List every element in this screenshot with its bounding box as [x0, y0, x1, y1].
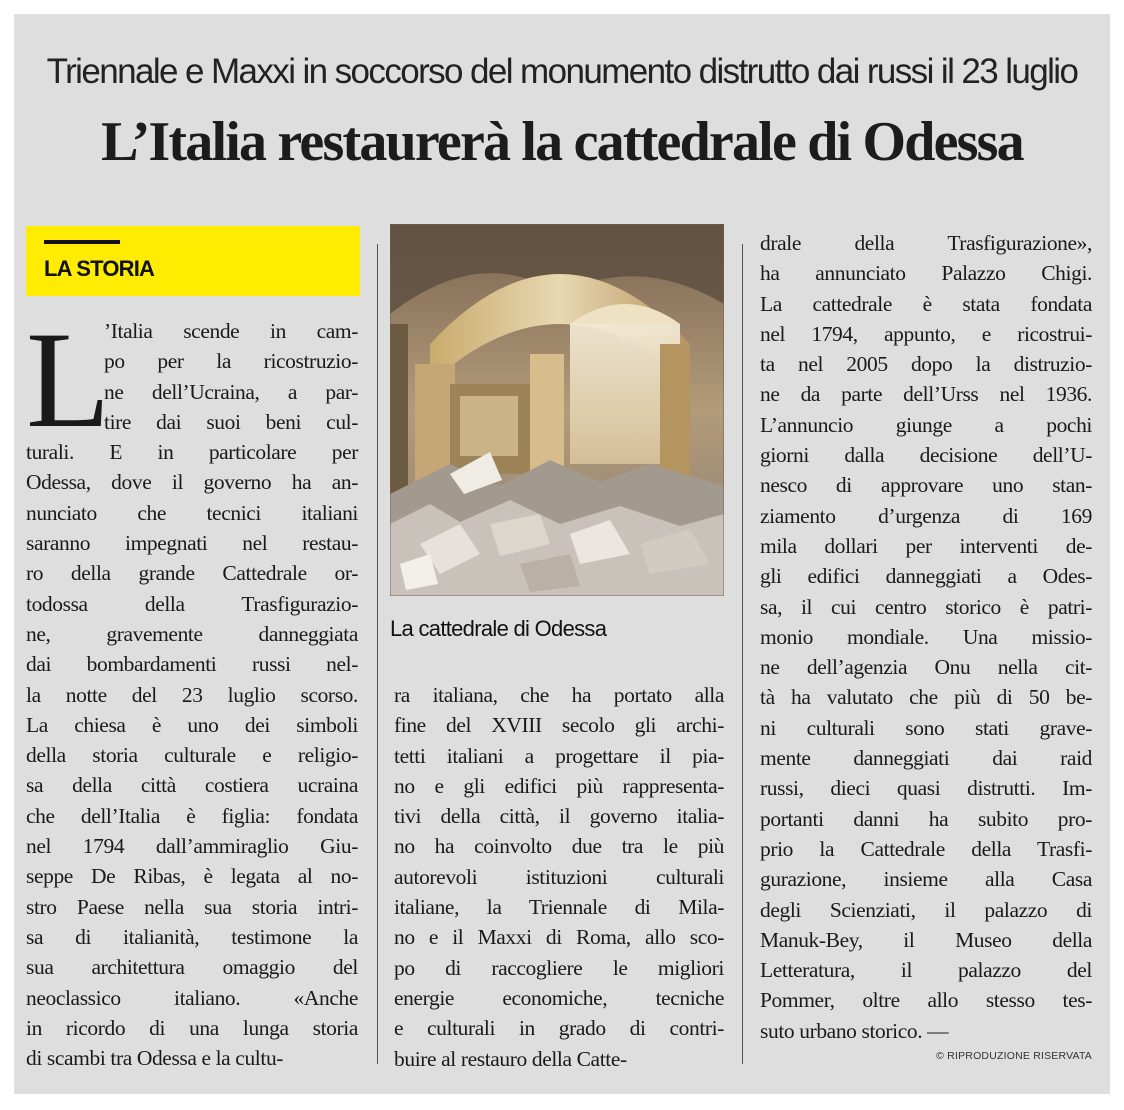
column2-line: italiane, la Triennale di Mila- — [394, 895, 724, 920]
column1-line: stro Paese nella sua storia intri- — [26, 894, 358, 919]
column1-line: seppe De Ribas, è legata al no- — [26, 864, 358, 889]
column2-line: tivi della città, il governo italia- — [394, 804, 724, 829]
column1-line: in ricordo di una lunga storia — [26, 1015, 358, 1040]
column3-line: Letteratura, il palazzo del — [760, 958, 1092, 983]
column1-line: tire dai suoi beni cul- — [104, 409, 358, 434]
column-2 — [394, 680, 724, 1074]
photo-caption: La cattedrale di Odessa — [390, 616, 607, 641]
cathedral-photo — [390, 224, 724, 596]
column1-line: turali. E in particolare per — [26, 440, 358, 465]
column1-line: neoclassico italiano. «Anche — [26, 985, 358, 1010]
column3-line: ne da parte dell’Urss nel 1936. — [760, 382, 1092, 407]
column1-line: La chiesa è uno dei simboli — [26, 712, 358, 737]
column3-line: ha annunciato Palazzo Chigi. — [760, 261, 1092, 286]
column2-line: e culturali in grado di contri- — [394, 1016, 724, 1041]
column1-line: ro della grande Cattedrale or- — [26, 561, 358, 586]
column-rule-1 — [377, 244, 378, 1064]
column3-line: gurazione, insieme alla Casa — [760, 867, 1092, 892]
column3-line: Manuk-Bey, il Museo della — [760, 927, 1092, 952]
column3-line: ne dell’agenzia Onu nella cit- — [760, 655, 1092, 680]
column1-line: saranno impegnati nel restau- — [26, 531, 358, 556]
section-rule — [44, 240, 120, 244]
column1-line: la notte del 23 luglio scorso. — [26, 682, 358, 707]
column1-line: ’Italia scende in cam- — [104, 319, 358, 343]
column2-line: ra italiana, che ha portato alla — [394, 683, 724, 707]
column1-line: ne, gravemente danneggiata — [26, 621, 358, 646]
column3-line: ta nel 2005 dopo la distruzio- — [760, 352, 1092, 377]
column3-line: nel 1794, appunto, e ricostrui- — [760, 321, 1092, 346]
section-box — [26, 226, 360, 296]
column3-line: giorni dalla decisione dell’U- — [760, 443, 1092, 468]
column3-line: sa, il cui centro storico è patri- — [760, 594, 1092, 619]
column-1 — [26, 316, 358, 1073]
column2-line: po di raccogliere le migliori — [394, 955, 724, 980]
column3-line: russi, dieci quasi distrutti. Im- — [760, 776, 1092, 801]
column3-line: Pommer, oltre allo stesso tes- — [760, 988, 1092, 1013]
column3-line: prio la Cattedrale della Trasfi- — [760, 836, 1092, 861]
column3-line: mente danneggiati dai raid — [760, 746, 1092, 771]
column3-line: ziamento d’urgenza di 169 — [760, 503, 1092, 528]
column3-line: degli Scienziati, il palazzo di — [760, 897, 1092, 922]
column1-line: nel 1794 dall’ammiraglio Giu- — [26, 834, 358, 859]
kicker: Triennale e Maxxi in soccorso del monumento distrutto dai russi il 23 luglio — [46, 52, 1078, 91]
column1-line: po per la ricostruzio- — [104, 349, 358, 374]
column1-line: della storia culturale e religio- — [26, 743, 358, 768]
column3-line: ni culturali sono stati grave- — [760, 715, 1092, 740]
column2-line: no ha coinvolto due tra le più — [394, 834, 724, 859]
column2-line: autorevoli istituzioni culturali — [394, 864, 724, 889]
column1-line: che dell’Italia è figlia: fondata — [26, 803, 358, 828]
column3-line: drale della Trasfigurazione», — [760, 231, 1092, 255]
column1-line: sua architettura omaggio del — [26, 955, 358, 980]
column2-line: energie economiche, tecniche — [394, 985, 724, 1010]
column3-line: gli edifici danneggiati a Odes- — [760, 564, 1092, 589]
drop-cap: L — [26, 303, 111, 456]
column3-line: nesco di approvare uno stan- — [760, 473, 1092, 498]
column1-line: sa di italianità, testimone la — [26, 924, 358, 949]
column2-line: fine del XVIII secolo gli archi- — [394, 713, 724, 738]
column2-line: no e il Maxxi di Roma, allo sco- — [394, 925, 724, 950]
newspaper-page — [14, 14, 1110, 1094]
section-label: LA STORIA — [44, 256, 155, 281]
column3-line: tà ha valutato che più di 50 be- — [760, 685, 1092, 710]
column-rule-2 — [742, 244, 743, 1064]
column3-line: monio mondiale. Una missio- — [760, 624, 1092, 649]
column1-line: dai bombardamenti russi nel- — [26, 652, 358, 677]
column1-line: ne dell’Ucraina, a par- — [104, 379, 358, 404]
column3-line: suto urbano storico. — — [760, 1018, 949, 1043]
column1-line: Odessa, dove il governo ha an- — [26, 470, 358, 495]
column1-line: nunciato che tecnici italiani — [26, 500, 358, 525]
column2-line: buire al restauro della Catte- — [394, 1046, 627, 1071]
column1-line: todossa della Trasfigurazio- — [26, 591, 358, 616]
column3-line: mila dollari per interventi de- — [760, 533, 1092, 558]
column3-line: L’annuncio giunge a pochi — [760, 412, 1092, 437]
column3-line: portanti danni ha subito pro- — [760, 806, 1092, 831]
column3-line: La cattedrale è stata fondata — [760, 291, 1092, 316]
column2-line: tetti italiani a progettare il pia- — [394, 743, 724, 768]
column2-line: no e gli edifici più rappresenta- — [394, 773, 724, 798]
headline: L’Italia restaurerà la cattedrale di Odessa — [101, 111, 1023, 173]
column1-line: sa della città costiera ucraina — [26, 773, 358, 798]
column1-line: di scambi tra Odessa e la cultu- — [26, 1046, 284, 1071]
copyright-notice: © RIPRODUZIONE RISERVATA — [936, 1050, 1092, 1062]
column-3 — [760, 228, 1092, 1046]
